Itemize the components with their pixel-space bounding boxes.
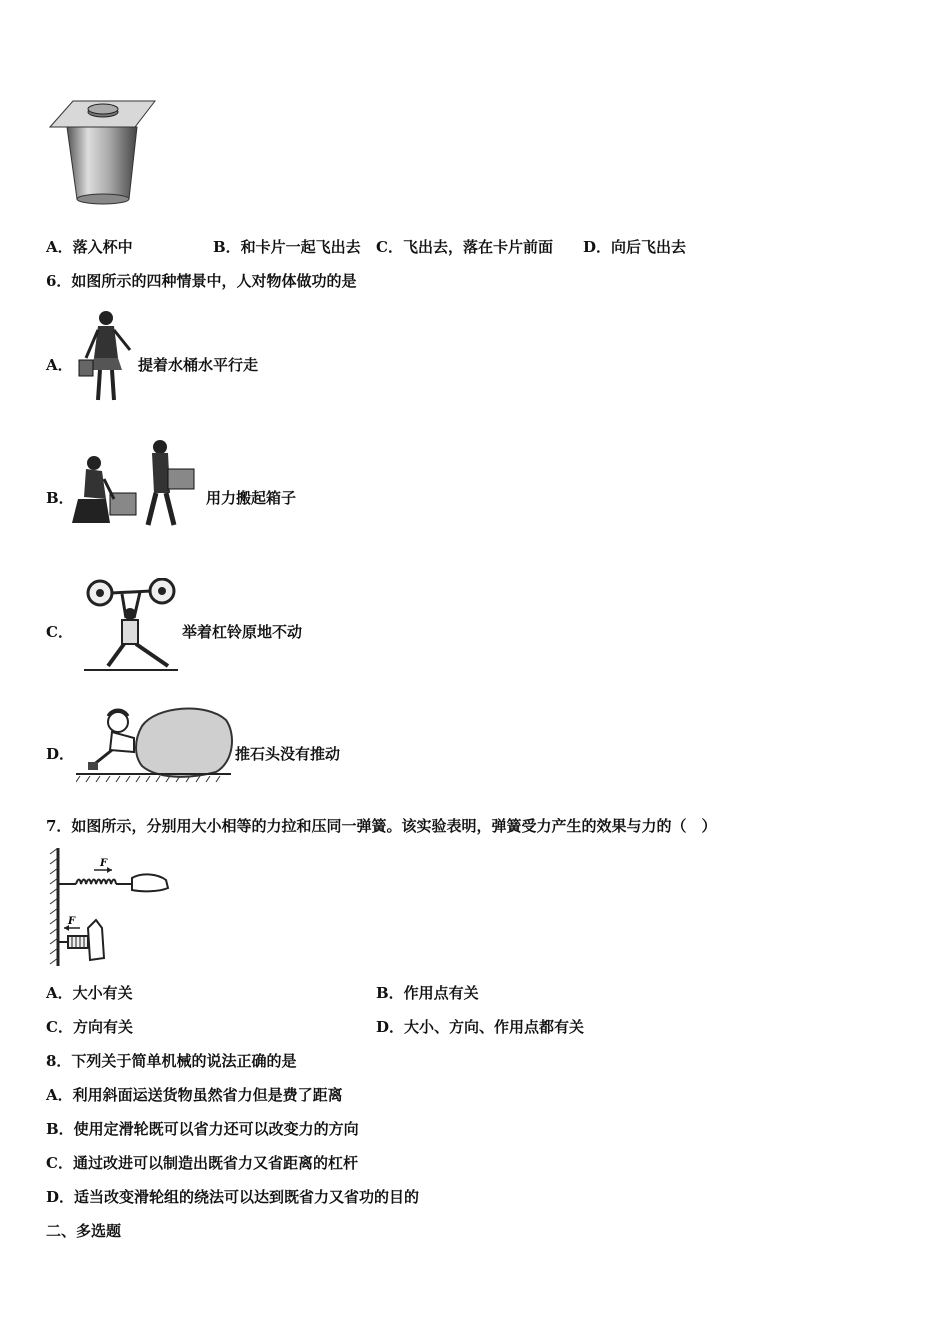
q7-force-label-top: F [100,858,108,869]
q6-option-c-letter[interactable]: C． [46,623,73,641]
q8-option-b[interactable]: B．使用定滑轮既可以省力还可以改变力的方向 [46,1120,359,1138]
q5-option-c[interactable]: C．飞出去，落在卡片前面 [376,238,553,256]
cup-card-coin-figure [45,95,160,210]
section-title: 二、多选题 [46,1222,122,1240]
q7-option-b[interactable]: B．作用点有关 [376,984,479,1002]
q5-option-b[interactable]: B．和卡片一起飞出去 [213,238,361,256]
q8-option-a[interactable]: A．利用斜面运送货物虽然省力但是费了距离 [46,1086,343,1104]
q7-option-c[interactable]: C．方向有关 [46,1018,133,1036]
q6-option-d-caption: 推石头没有推动 [235,745,341,763]
q6-option-b-letter[interactable]: B． [46,489,74,507]
q6-option-a-letter[interactable]: A． [46,356,73,374]
q7-force-label-bottom: F [68,916,76,927]
spring-pull-push-figure [46,848,176,970]
q8-option-c[interactable]: C．通过改进可以制造出既省力又省距离的杠杆 [46,1154,358,1172]
q8-option-d[interactable]: D．适当改变滑轮组的绕法可以达到既省力又省功的目的 [46,1188,420,1206]
person-carrying-bucket-icon [76,308,136,408]
person-pushing-rock-icon [76,700,236,790]
q6-option-b-caption: 用力搬起箱子 [206,489,297,507]
q5-option-a[interactable]: A．落入杯中 [46,238,133,256]
q7-option-a[interactable]: A．大小有关 [46,984,133,1002]
person-lifting-box-icon [70,437,200,532]
q6-option-c-caption: 举着杠铃原地不动 [182,623,303,641]
q6-option-a-caption: 提着水桶水平行走 [138,356,259,374]
q5-option-d[interactable]: D．向后飞出去 [583,238,687,256]
weightlifter-icon [78,578,183,676]
q6-stem: 6．如图所示的四种情景中，人对物体做功的是 [46,272,357,290]
q7-stem: 7．如图所示，分别用大小相等的力拉和压同一弹簧。该实验表明，弹簧受力产生的效果与力的（ ） [46,817,717,835]
q6-option-d-letter[interactable]: D． [46,745,75,763]
q7-option-d[interactable]: D．大小、方向、作用点都有关 [376,1018,585,1036]
q8-stem: 8．下列关于简单机械的说法正确的是 [46,1052,297,1070]
